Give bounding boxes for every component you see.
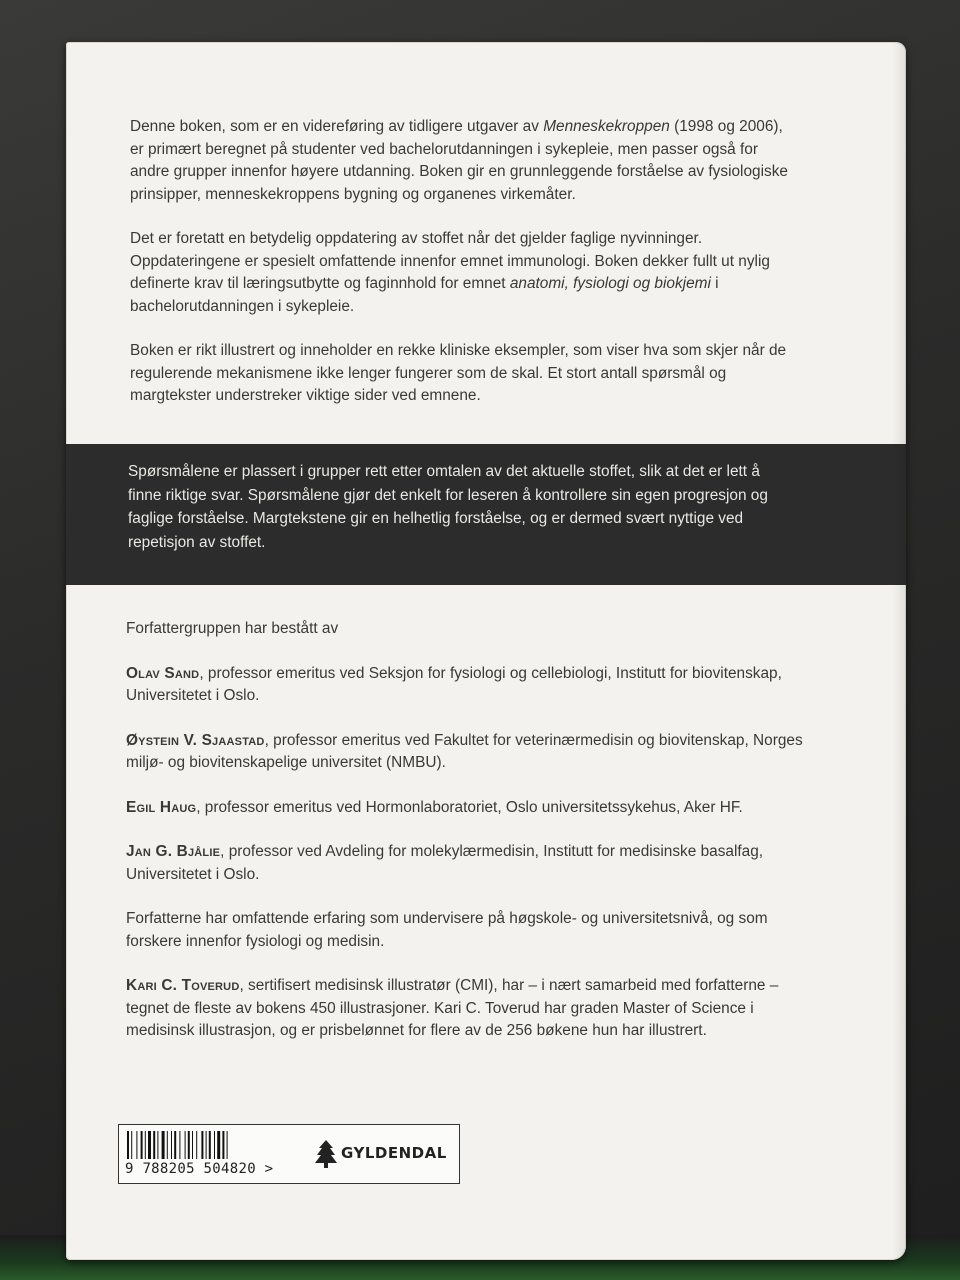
barcode-icon — [125, 1131, 275, 1161]
paragraph-3-text: Boken er rikt illustrert og inneholder en rekke kliniske eksempler, som viser hva som skjer når de regulerende mekanismene ikke lenger fungerer som de skal. Et stort antall spørsmål og margtekster understreker viktige sider ved emnene. — [130, 342, 787, 404]
author-entry — [126, 663, 806, 708]
description-paragraph-2 — [130, 228, 790, 318]
description-paragraph-1 — [130, 116, 790, 206]
dark-band — [66, 444, 906, 585]
author-name: Egil Haug — [126, 798, 197, 816]
publisher-name: GYLDENDAL — [341, 1144, 447, 1162]
authors-experience: Forfatterne har omfattende erfaring som undervisere på høgskole- og universitetsnivå, og som forskere innenfor fysiologi og medisin. — [126, 910, 768, 950]
illustrator-description: , sertifisert medisinsk illustratør (CMI), har – i nært samarbeid med forfatterne – tegnet de fleste av bokens 450 illustrasjoner. Kari C. Toverud har graden Master of Science i medisinsk illustrasjon, og er prisbelønnet for flere av de 256 bøkene hun har illustrert. — [126, 977, 779, 1039]
author-description: , professor emeritus ved Seksjon for fysiologi og cellebiologi, Institutt for biovitenskap, Universitetet i Oslo. — [126, 664, 782, 704]
band-text: Spørsmålene er plassert i grupper rett etter omtalen av det aktuelle stoffet, slik at det er lett å finne riktige svar. Spørsmålene gjør det enkelt for leseren å kontrollere sin egen progresjon og faglige forståelse. Margtekstene gir en helhetlig forståelse, og er dermed svært nyttige ved repetisjon av stoffet. — [128, 463, 768, 551]
author-description: , professor ved Avdeling for molekylærmedisin, Institutt for medisinske basalfag, Universitetet i Oslo. — [126, 843, 764, 883]
author-name: Øystein V. Sjaastad — [126, 731, 265, 749]
tree-icon — [315, 1139, 337, 1169]
illustrator-entry — [126, 975, 806, 1043]
isbn-digits: 9 788205 504820 > — [125, 1161, 274, 1177]
illustrator-name: Kari C. Toverud — [126, 977, 240, 994]
book-title-italic: Menneskekroppen — [543, 118, 670, 135]
paragraph-1-text-end: (1998 og 2006), er primært beregnet på studenter ved bachelorutdanningen i sykepleie, men passer også for andre grupper innenfor høyere utdanning. Boken gir en grunnleggende forståelse av fysiologiske prinsipper, menneskekroppens bygning og organenes virkemåter. — [130, 118, 788, 203]
author-description: , professor emeritus ved Hormonlaboratoriet, Oslo universitetssykehus, Aker HF. — [196, 798, 743, 816]
barcode-label — [118, 1124, 460, 1184]
author-entry — [126, 730, 806, 775]
description-block — [130, 116, 790, 430]
paragraph-2-text: Det er foretatt en betydelig oppdatering av stoffet når det gjelder faglige nyvinninger. Oppdateringene er spesielt omfattende innenfor emnet immunologi. Boken dekker fullt ut nylig definerte krav til læringsutbytte og faginnhold for emnet — [130, 230, 770, 292]
authors-intro: Forfattergruppen har bestått av — [126, 620, 339, 637]
book-back-cover — [66, 42, 906, 1260]
author-description: , professor emeritus ved Fakultet for veterinærmedisin og biovitenskap, Norges miljø- og biovitenskapelige universitet (NMBU). — [126, 731, 803, 771]
description-paragraph-3 — [130, 340, 790, 408]
author-name: Jan G. Bjålie — [126, 843, 221, 860]
subject-italic: anatomi, fysiologi og biokjemi — [509, 275, 711, 292]
author-entry — [126, 797, 806, 820]
paragraph-1-text: Denne boken, som er en videreføring av tidligere utgaver av — [130, 118, 544, 135]
paragraph-2-text-end: i bachelorutdanningen i sykepleie. — [130, 275, 719, 315]
author-entry — [126, 841, 806, 886]
authors-block — [126, 618, 806, 1065]
author-name: Olav Sand — [126, 664, 200, 682]
